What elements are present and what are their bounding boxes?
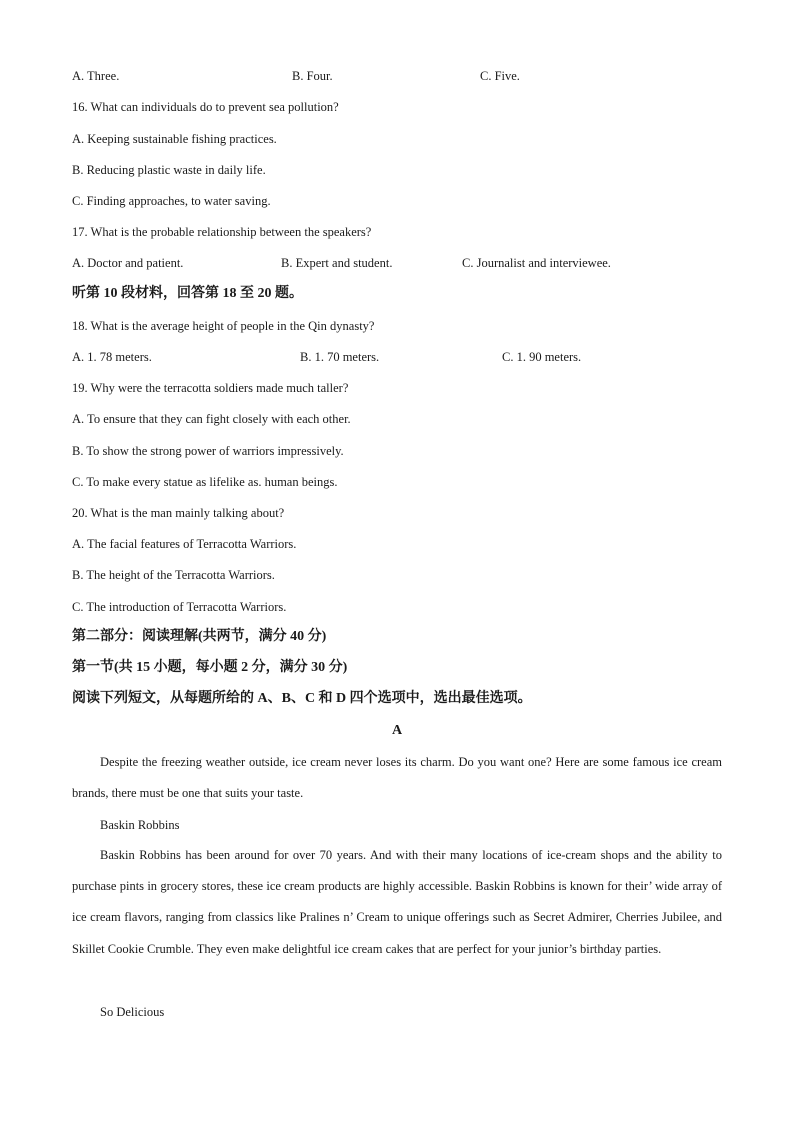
q20-question: 20. What is the man mainly talking about? xyxy=(72,506,285,520)
q19-option-c: C. To make every statue as lifelike as. human beings. xyxy=(72,475,338,489)
q19-question: 19. Why were the terracotta soldiers made much taller? xyxy=(72,381,349,395)
q16-option-c: C. Finding approaches, to water saving. xyxy=(72,194,271,208)
q20-option-b: B. The height of the Terracotta Warriors. xyxy=(72,568,275,582)
brand-heading-baskin-robbins: Baskin Robbins xyxy=(100,818,180,832)
q19-option-b: B. To show the strong power of warriors impressively. xyxy=(72,444,344,458)
q17-option-a: A. Doctor and patient. xyxy=(72,256,184,270)
intro-paragraph: Despite the freezing weather outside, ice cream never loses its charm. Do you want one? Here are some famous ice cream brands, there must be one that suits your taste. xyxy=(72,755,722,801)
q20-option-c: C. The introduction of Terracotta Warriors. xyxy=(72,600,287,614)
q15-option-b: B. Four. xyxy=(292,69,333,83)
section10-heading: 听第 10 段材料，回答第 18 至 20 题。 xyxy=(72,286,303,301)
q18-option-a: A. 1. 78 meters. xyxy=(72,350,152,364)
q18-question: 18. What is the average height of people in the Qin dynasty? xyxy=(72,319,375,333)
section1-heading: 第一节(共 15 小题，每小题 2 分，满分 30 分) xyxy=(72,660,348,675)
q18-option-b: B. 1. 70 meters. xyxy=(300,350,380,364)
baskin-robbins-paragraph: Baskin Robbins has been around for over 70 years. And with their many locations of ice-cream shops and the ability to purchase pints in grocery stores, these ice cream products are highly accessible. Baskin Robbins is known for their’ wide array of ice cream flavors, ranging from classics like Pralines n’ Cream to unique offerings such as Secret Admirer, Cherries Jubilee, and Skillet Cookie Crumble. They even make delightful ice cream cakes that are perfect for your junior’s birthday parties. xyxy=(72,848,722,956)
passage-letter: A xyxy=(391,723,403,738)
q16-option-a: A. Keeping sustainable fishing practices. xyxy=(72,132,277,146)
brand-heading-so-delicious: So Delicious xyxy=(100,1005,165,1019)
q15-option-a: A. Three. xyxy=(72,69,120,83)
part2-heading: 第二部分：阅读理解(共两节，满分 40 分) xyxy=(72,629,327,644)
q16-question: 16. What can individuals do to prevent sea pollution? xyxy=(72,100,339,114)
q17-option-c: C. Journalist and interviewee. xyxy=(462,256,611,270)
q17-question: 17. What is the probable relationship between the speakers? xyxy=(72,225,372,239)
q20-option-a: A. The facial features of Terracotta Warriors. xyxy=(72,537,297,551)
q16-option-b: B. Reducing plastic waste in daily life. xyxy=(72,163,266,177)
q17-option-b: B. Expert and student. xyxy=(281,256,393,270)
q19-option-a: A. To ensure that they can fight closely with each other. xyxy=(72,412,351,426)
reading-instructions: 阅读下列短文，从每题所给的 A、B、C 和 D 四个选项中，选出最佳选项。 xyxy=(72,691,532,706)
q18-option-c: C. 1. 90 meters. xyxy=(502,350,582,364)
q15-option-c: C. Five. xyxy=(480,69,520,83)
